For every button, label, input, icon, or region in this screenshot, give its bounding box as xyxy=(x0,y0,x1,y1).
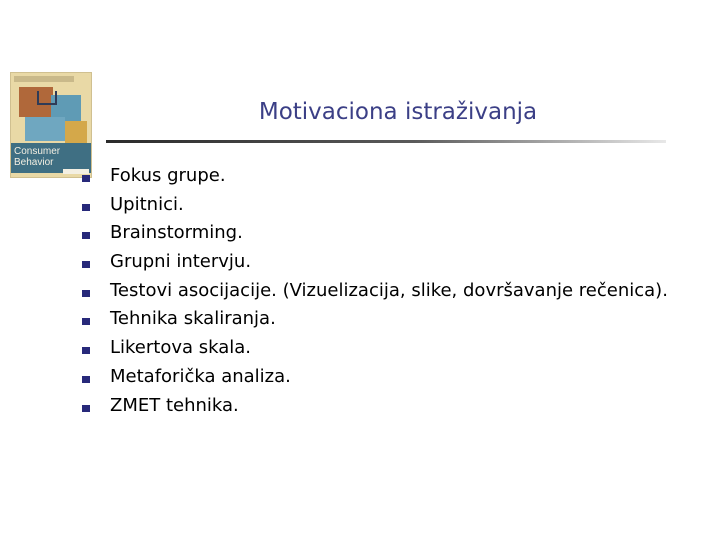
title-underline xyxy=(106,140,666,143)
square-bullet-icon xyxy=(82,232,90,239)
list-item-text: Tehnika skaliranja. xyxy=(110,308,276,330)
square-bullet-icon xyxy=(82,261,90,268)
cover-header-strip xyxy=(14,76,74,82)
cover-graphic-block xyxy=(65,121,87,143)
book-cover-image xyxy=(10,72,92,178)
cover-author-tag xyxy=(63,169,89,174)
square-bullet-icon xyxy=(82,175,90,182)
shopping-cart-icon xyxy=(37,91,57,105)
slide-title: Motivaciona istraživanja xyxy=(258,99,538,125)
list-item-text: Grupni intervju. xyxy=(110,251,252,273)
list-item-text: ZMET tehnika. xyxy=(110,394,239,416)
list-item-text: Testovi asocijacije. (Vizuelizacija, slike, dovršavanje rečenica). xyxy=(110,279,668,301)
square-bullet-icon xyxy=(82,204,90,211)
list-item-text: Brainstorming. xyxy=(110,222,243,244)
list-item-text: Likertova skala. xyxy=(110,337,252,359)
square-bullet-icon xyxy=(82,376,90,383)
cover-graphic-block xyxy=(25,117,65,141)
cover-title-line2: Behavior xyxy=(14,157,54,168)
list-item-text: Metaforička analiza. xyxy=(110,365,291,387)
list-item-text: Upitnici. xyxy=(110,193,184,215)
square-bullet-icon xyxy=(82,347,90,354)
square-bullet-icon xyxy=(82,290,90,297)
square-bullet-icon xyxy=(82,405,90,412)
list-item-text: Fokus grupe. xyxy=(110,165,226,186)
cover-title-line1: Consumer xyxy=(14,146,61,157)
square-bullet-icon xyxy=(82,318,90,325)
